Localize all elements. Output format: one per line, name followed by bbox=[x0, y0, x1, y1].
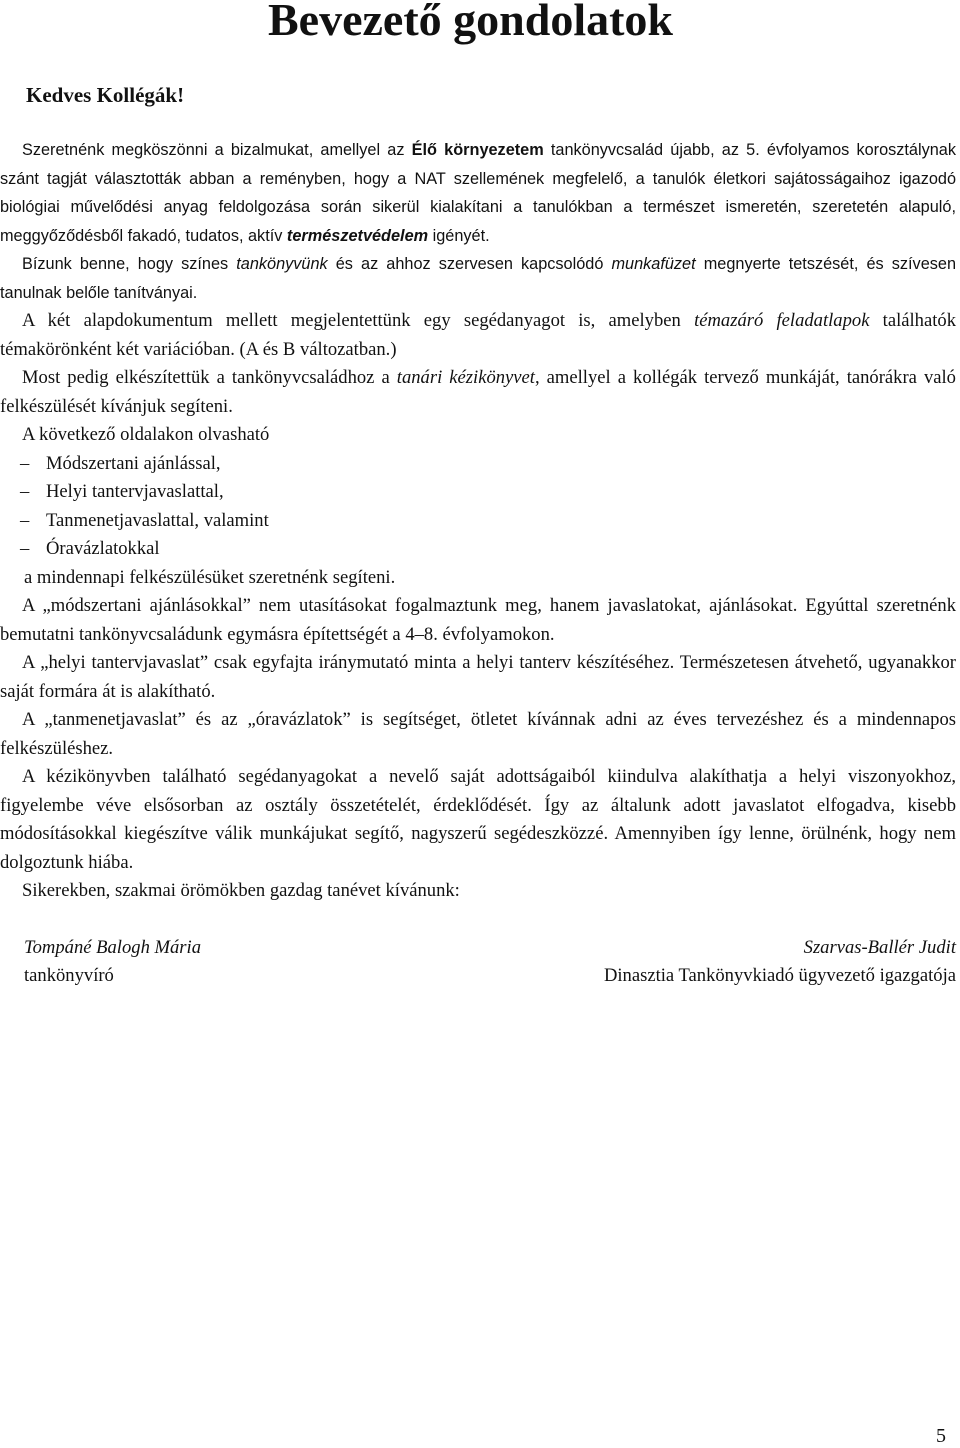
emphasis-worksheets: témazáró feladatlapok bbox=[694, 310, 870, 331]
list-dash: – bbox=[20, 509, 30, 531]
list-dash: – bbox=[20, 452, 30, 474]
page-number: 5 bbox=[936, 1425, 946, 1447]
emphasis-nature-protection: természetvédelem bbox=[286, 226, 429, 245]
list-item bbox=[20, 507, 956, 536]
paragraph-contents-outro: a mindennapi felkészülésüket szeretnénk segíteni. bbox=[24, 566, 396, 588]
paragraph-supplement bbox=[0, 307, 956, 364]
signature-roles-row bbox=[0, 962, 956, 991]
signature-left-role: tankönyvíró bbox=[24, 965, 114, 986]
signature-right-role: Dinasztia Tankönyvkiadó ügyvezető igazgatója bbox=[603, 965, 956, 986]
paragraph-methodology: A „módszertani ajánlásokkal” nem utasításokat fogalmaztunk meg, hanem javaslatokat, ajánlásokat. Egyúttal szeretnénk bemutatni tankönyvcsaládunk egymásra építettségét a 4–8. évfolyamokon. bbox=[0, 595, 956, 645]
paragraph-text: Bízunk benne, hogy színes bbox=[22, 255, 237, 273]
book-series-name: Élő környezetem bbox=[411, 141, 544, 159]
paragraph-text: , amellyel a kollégák tervező munkáját, tanórákra való felkészülését kívánjuk segíteni. bbox=[0, 367, 956, 417]
paragraph-handbook bbox=[0, 364, 956, 421]
salutation: Kedves Kollégák! bbox=[26, 83, 185, 107]
list-dash: – bbox=[20, 538, 30, 559]
list-dash: – bbox=[20, 481, 30, 502]
paragraph-text: és az ahhoz szervesen kapcsolódó bbox=[327, 255, 612, 273]
list-item-label: Módszertani ajánlással, bbox=[46, 452, 221, 474]
paragraph-adaptation: A kézikönyvben található segédanyagokat a nevelő saját adottságaiból kiindulva alakíthatja a helyi viszonyokhoz, figyelembe véve elsősorban az osztály összetételét, érdeklődését. Így az általunk adott javaslatot elfogadva, kisebb módosításokkal kiegészítve válik munkájukat segítő, nagyszerű segédeszközzé. Amennyiben így lenne, örülnénk, hogy nem dolgoztunk hiába. bbox=[0, 766, 956, 873]
emphasis-workbook: munkafüzet bbox=[611, 255, 696, 273]
paragraph-text: Szeretnénk megköszönni a bizalmukat, amellyel az bbox=[22, 141, 412, 159]
list-item bbox=[20, 450, 956, 479]
list-item bbox=[20, 535, 956, 564]
paragraph-thanks bbox=[0, 136, 956, 250]
paragraph-text: igényét. bbox=[428, 226, 490, 245]
list-item-label: Tanmenetjavaslattal, valamint bbox=[46, 509, 269, 531]
list-item bbox=[20, 478, 956, 507]
paragraph-wishes: Sikerekben, szakmai örömökben gazdag tanévet kívánunk: bbox=[22, 880, 460, 901]
contents-list bbox=[0, 450, 956, 564]
emphasis-textbook: tankönyvünk bbox=[236, 255, 328, 273]
paragraph-contents-intro: A következő oldalakon olvasható bbox=[22, 424, 270, 445]
letter-body bbox=[0, 136, 956, 991]
signature-names-row bbox=[0, 934, 956, 963]
paragraph-lesson-plans: A „tanmenetjavaslat” és az „óravázlatok” is segítséget, ötletet kívánnak adni az éves tervezéshez és a mindennapos felkészüléshez. bbox=[0, 709, 956, 759]
signature-left-name: Tompáné Balogh Mária bbox=[24, 936, 201, 958]
paragraph-text: Most pedig elkészítettük a tankönyvcsaládhoz a bbox=[22, 367, 397, 388]
paragraph-text: tankönyvcsalád újabb, az 5. évfolyamos korosztálynak szánt tagját választották abban a reményben, hogy a NAT szellemének megfelelő, a tanulók életkori sajátosságaihoz igazodó biológiai művelődési anyag feldolgozása során sikerül kialakítani a tanulókban a természet ismeretén, szeretetén alapuló, meggyőződésből fakadó, tudatos, aktív bbox=[0, 141, 956, 245]
list-item-label: Helyi tantervjavaslattal, bbox=[46, 481, 224, 502]
emphasis-teacher-handbook: tanári kézikönyvet bbox=[396, 367, 535, 388]
paragraph-trust bbox=[0, 250, 956, 307]
signature-right-name: Szarvas-Ballér Judit bbox=[803, 936, 956, 958]
page-title: Bevezető gondolatok bbox=[268, 0, 674, 45]
paragraph-text: A két alapdokumentum mellett megjelentettünk egy segédanyagot is, amelyben bbox=[22, 310, 695, 331]
paragraph-text: találhatók témakörönként két variációban. (A és B változatban.) bbox=[0, 310, 956, 360]
paragraph-curriculum: A „helyi tantervjavaslat” csak egyfajta iránymutató minta a helyi tanterv készítéséhez. Természetesen átvehető, ugyanakkor saját formára át is alakítható. bbox=[0, 652, 956, 702]
list-item-label: Óravázlatokkal bbox=[46, 538, 160, 559]
spacer bbox=[0, 906, 956, 934]
paragraph-text: megnyerte tetszését, és szívesen tanulnak belőle tanítványai. bbox=[0, 255, 956, 302]
